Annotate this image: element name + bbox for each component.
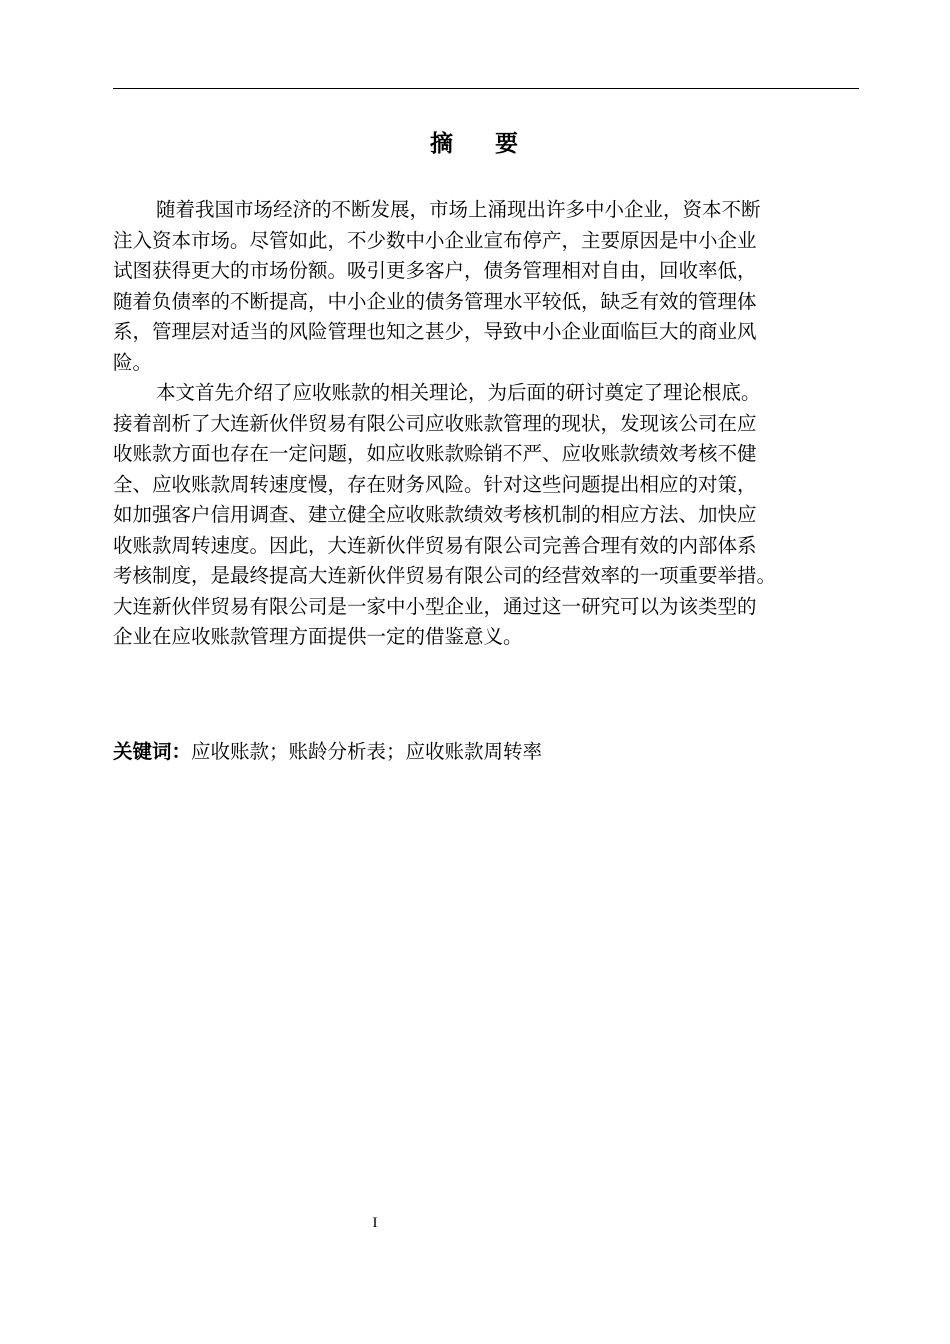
keywords-line <box>113 736 542 768</box>
paragraph-line: 全、应收账款周转速度慢，存在财务风险。针对这些问题提出相应的对策， <box>113 472 757 496</box>
paragraph-line: 随着我国市场经济的不断发展，市场上涌现出许多中小企业，资本不断 <box>156 198 761 221</box>
paragraph-line: 本文首先介绍了应收账款的相关理论，为后面的研讨奠定了理论根底。 <box>156 381 761 404</box>
paragraph-line: 收账款周转速度。因此，大连新伙伴贸易有限公司完善合理有效的内部体系 <box>113 533 757 557</box>
page-title: 摘 要 <box>429 131 521 157</box>
paragraph-line: 系，管理层对适当的风险管理也知之甚少，导致中小企业面临巨大的商业风 <box>113 320 757 343</box>
paragraph-line: 企业在应收账款管理方面提供一定的借鉴意义。 <box>113 625 523 648</box>
keywords-label: 关键词： <box>113 740 192 763</box>
paragraph-line: 随着负债率的不断提高，中小企业的债务管理水平较低，缺乏有效的管理体 <box>113 289 757 313</box>
paragraph-line: 试图获得更大的市场份额。吸引更多客户，债务管理相对自由，回收率低， <box>113 259 757 282</box>
paragraph-line: 接着剖析了大连新伙伴贸易有限公司应收账款管理的现状，发现该公司在应 <box>113 411 757 435</box>
paragraph-line: 考核制度，是最终提高大连新伙伴贸易有限公司的经营效率的一项重要举措。 <box>113 564 777 587</box>
paragraph-line: 注入资本市场。尽管如此，不少数中小企业宣布停产，主要原因是中小企业 <box>113 228 757 252</box>
abstract-body <box>113 195 873 653</box>
paragraph-line: 大连新伙伴贸易有限公司是一家中小型企业，通过这一研究可以为该类型的 <box>113 594 757 618</box>
paragraph-line: 如加强客户信用调查、建立健全应收账款绩效考核机制的相应方法、加快应 <box>113 503 757 526</box>
keywords-value: 应收账款；账龄分析表；应收账款周转率 <box>191 740 543 763</box>
paragraph-line: 收账款方面也存在一定问题，如应收账款赊销不严、应收账款绩效考核不健 <box>113 442 757 465</box>
page-number: I <box>372 1215 378 1231</box>
paragraph-line: 险。 <box>113 350 153 374</box>
header-rule <box>113 88 859 89</box>
